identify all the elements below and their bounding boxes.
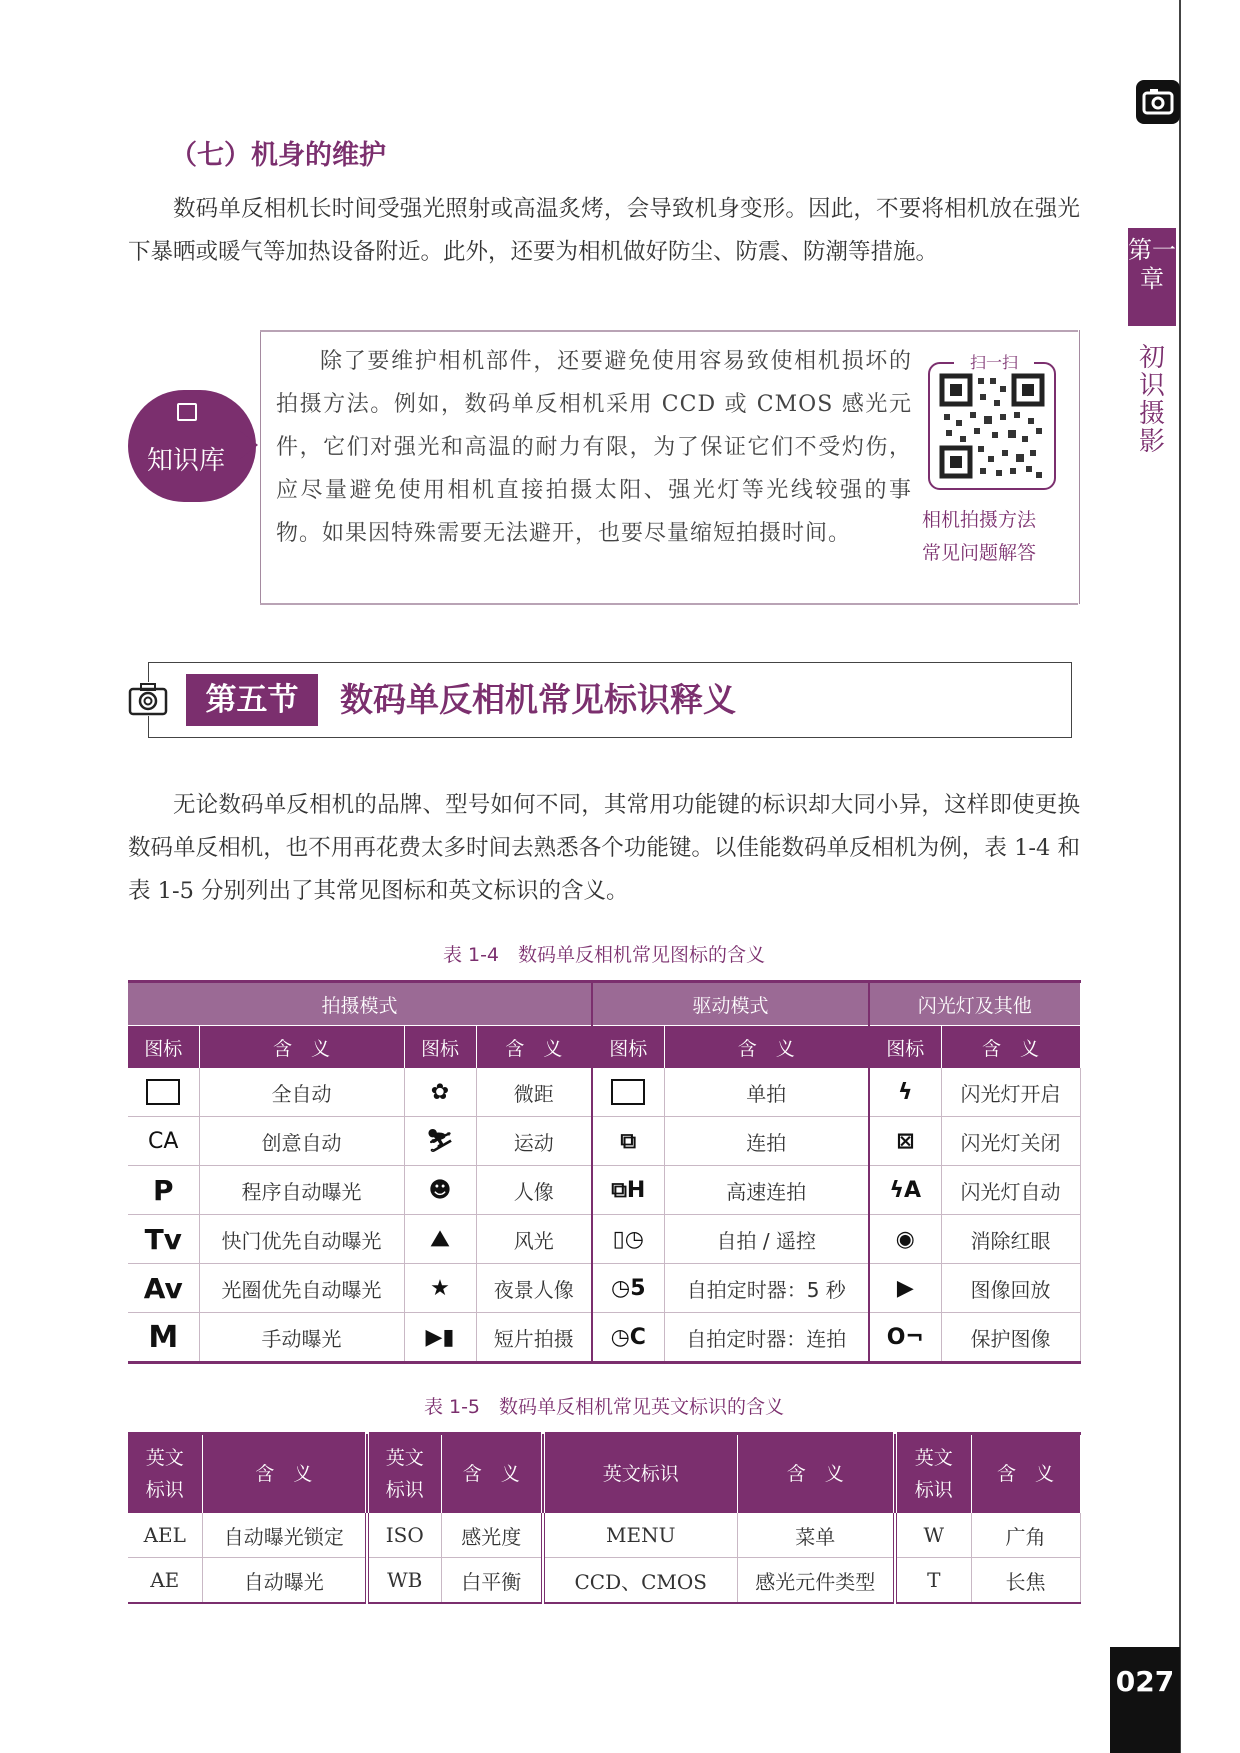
macro-icon: ✿ [404,1068,476,1117]
table-cell: 自动曝光 [202,1558,367,1604]
protect-image-icon: O¬ [869,1313,941,1363]
col-meaning: 含 义 [941,1026,1080,1069]
margin-rule [1179,0,1181,1753]
english-label-table [128,1432,1081,1604]
col-english-label: 英文标识 [128,1434,202,1514]
table-row [128,1264,1080,1313]
section-camera-icon [128,682,168,716]
full-auto-icon [128,1068,199,1117]
section-title: 数码单反相机常见标识释义 [340,680,736,719]
col-meaning: 含 义 [476,1026,592,1069]
knowledge-text [276,340,912,555]
table-cell: 广角 [971,1513,1080,1558]
table-cell: T [895,1558,971,1604]
table2-caption: 表 1-5 数码单反相机常见英文标识的含义 [423,1396,785,1418]
subsection-heading: （七）机身的维护 [170,140,386,171]
col-icon: 图标 [592,1026,664,1069]
knowledge-paragraph: 除了要维护相机部件，还要避免使用容易致使相机损坏的拍摄方法。例如，数码单反相机采用 CCD 或 CMOS 感光元件，它们对强光和高温的耐力有限，为了保证它们不受灼伤，应尽量避免使用相机直接拍摄太阳、强光灯等光线较强的事物。如果因特殊需要无法避开，也要尽量缩短拍摄时间。 [276,349,912,546]
landscape-icon: ⛰ [404,1215,476,1264]
col-meaning: 含 义 [199,1026,404,1069]
table-cell: 保护图像 [941,1313,1080,1363]
self-timer-remote-icon: ▯◷ [592,1215,664,1264]
aperture-priority-icon: Av [128,1264,199,1313]
table-cell: 运动 [476,1117,592,1166]
table-cell: 程序自动曝光 [199,1166,404,1215]
flash-auto-icon: ϟA [869,1166,941,1215]
table-cell: 微距 [476,1068,592,1117]
playback-icon: ▶ [869,1264,941,1313]
col-english-label: 英文标识 [895,1434,971,1514]
table-cell: 闪光灯关闭 [941,1117,1080,1166]
table-cell: 人像 [476,1166,592,1215]
table-cell: 感光度 [441,1513,543,1558]
table-cell: 自动曝光锁定 [202,1513,367,1558]
chapter-title: 初识摄影 [1138,343,1165,457]
section-intro [128,784,1080,913]
table-row [128,1117,1080,1166]
table-cell: 连拍 [664,1117,869,1166]
table-cell: ISO [367,1513,441,1558]
night-portrait-icon: ★ [404,1264,476,1313]
table-cell: 快门优先自动曝光 [199,1215,404,1264]
table-cell: CCD、CMOS [543,1558,737,1604]
single-shot-icon [592,1068,664,1117]
group-drive-mode: 驱动模式 [592,982,869,1026]
group-flash-other: 闪光灯及其他 [869,982,1080,1026]
col-icon: 图标 [404,1026,476,1069]
table-cell: 手动曝光 [199,1313,404,1363]
table-cell: 光圈优先自动曝光 [199,1264,404,1313]
table-cell: 短片拍摄 [476,1313,592,1363]
manual-exposure-icon: M [128,1313,199,1363]
continuous-shot-icon: ⧉ [592,1117,664,1166]
table-cell: 创意自动 [199,1117,404,1166]
section-number: 第五节 [186,674,318,726]
col-icon: 图标 [869,1026,941,1069]
table-cell: 感光元件类型 [737,1558,895,1604]
table-row [128,1513,1080,1558]
table-row [128,1313,1080,1363]
col-meaning: 含 义 [737,1434,895,1514]
table-cell: WB [367,1558,441,1604]
qr-caption[interactable] [922,504,1062,570]
body-paragraph [128,188,1080,274]
table-cell: 自拍定时器：5 秒 [664,1264,869,1313]
group-shooting-mode: 拍摄模式 [128,982,592,1026]
chapter-tab[interactable]: 第一章 [1128,228,1176,326]
knowledge-badge-label: 知识库 [146,446,225,476]
table1-caption: 表 1-4 数码单反相机常见图标的含义 [442,944,766,966]
knowledge-badge-pointer [240,431,258,459]
table-row [128,1166,1080,1215]
table-cell: 单拍 [664,1068,869,1117]
self-timer-10s-icon: ◷5 [592,1264,664,1313]
knowledge-box-top-rule [260,330,1078,332]
table-cell: 全自动 [199,1068,404,1117]
qr-code[interactable] [928,362,1056,490]
program-ae-icon: P [128,1166,199,1215]
qr-scan-label: 扫一扫 [954,350,1034,373]
sports-icon: ⛷ [404,1117,476,1166]
table-cell: 自拍 / 遥控 [664,1215,869,1264]
col-meaning: 含 义 [441,1434,543,1514]
col-icon: 图标 [128,1026,199,1069]
page-number: 027 [1110,1647,1180,1753]
table-cell: 消除红眼 [941,1215,1080,1264]
table-cell: 闪光灯自动 [941,1166,1080,1215]
red-eye-reduction-icon: ◉ [869,1215,941,1264]
icon-meaning-table [128,980,1081,1364]
table-cell: 夜景人像 [476,1264,592,1313]
table-cell: AE [128,1558,202,1604]
table-cell: 风光 [476,1215,592,1264]
paragraph-text: 数码单反相机长时间受强光照射或高温炙烤，会导致机身变形。因此，不要将相机放在强光下暴晒或暖气等加热设备附近。此外，还要为相机做好防尘、防震、防潮等措施。 [128,196,1080,265]
table-cell: 闪光灯开启 [941,1068,1080,1117]
flash-off-icon: ⊠ [869,1117,941,1166]
table-row [128,1215,1080,1264]
col-meaning: 含 义 [664,1026,869,1069]
table-cell: MENU [543,1513,737,1558]
table-cell: 高速连拍 [664,1166,869,1215]
qr-caption-line-1: 相机拍摄方法 [922,509,1037,531]
creative-auto-icon: CA [128,1117,199,1166]
table-cell: 自拍定时器：连拍 [664,1313,869,1363]
table-cell: AEL [128,1513,202,1558]
col-meaning: 含 义 [971,1434,1080,1514]
table-cell: 白平衡 [441,1558,543,1604]
col-english-label: 英文标识 [367,1434,441,1514]
flash-on-icon: ϟ [869,1068,941,1117]
shutter-priority-icon: Tv [128,1215,199,1264]
table-cell: 长焦 [971,1558,1080,1604]
book-icon [177,403,197,421]
section-intro-text: 无论数码单反相机的品牌、型号如何不同，其常用功能键的标识却大同小异，这样即使更换数码单反相机，也不用再花费太多时间去熟悉各个功能键。以佳能数码单反相机为例，表 1-4 和表 1-5 分别列出了其常见图标和英文标识的含义。 [128,792,1080,904]
portrait-icon: ☻ [404,1166,476,1215]
knowledge-box-bottom-rule [260,603,1078,605]
camera-icon [1136,80,1180,124]
high-speed-continuous-icon: ⧉H [592,1166,664,1215]
qr-caption-line-2: 常见问题解答 [922,542,1037,564]
table-cell: W [895,1513,971,1558]
self-timer-continuous-icon: ◷C [592,1313,664,1363]
table-row [128,1068,1080,1117]
table-row [128,1558,1080,1604]
movie-icon: ▶▮ [404,1313,476,1363]
table-cell: 图像回放 [941,1264,1080,1313]
col-meaning: 含 义 [202,1434,367,1514]
table-cell: 菜单 [737,1513,895,1558]
col-english-label: 英文标识 [543,1434,737,1514]
